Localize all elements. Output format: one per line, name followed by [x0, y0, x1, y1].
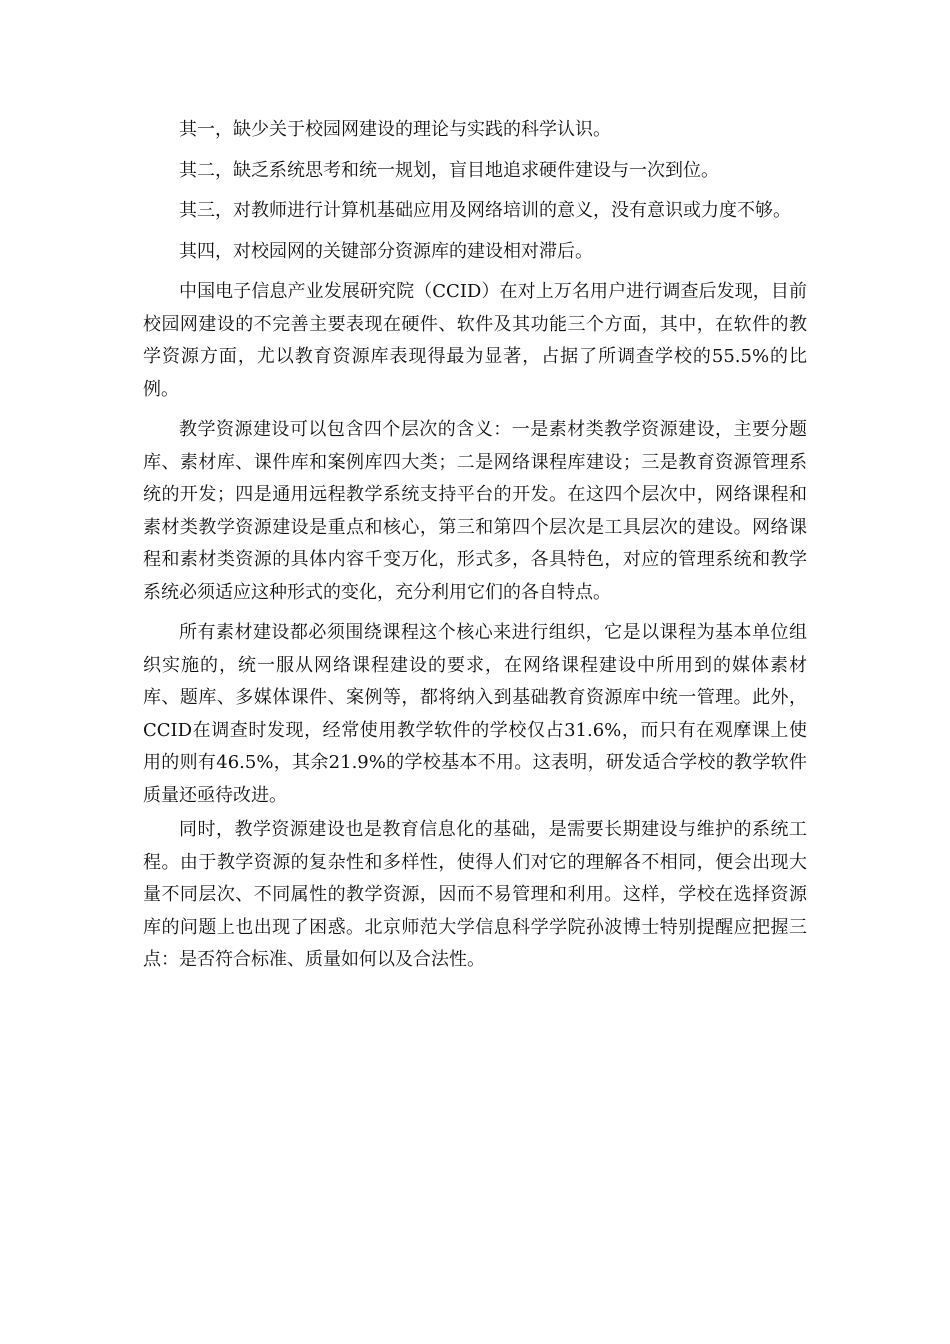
paragraph-resource-levels: 教学资源建设可以包含四个层次的含义：一是素材类教学资源建设，主要分题库、素材库、课件库和案例库四大类；二是网络课程库建设；三是教育资源管理系统的开发；四是通用远程教学系统支持平台的开发。在这四个层次中，网络课程和素材类教学资源建设是重点和核心，第三和第四个层次是工具层次的建设。网络课程和素材类资源的具体内容千变万化，形式多，各具特色，对应的管理系统和教学系统必须适应这种形式的变化，充分利用它们的各自特点。 — [143, 419, 807, 603]
document-body — [143, 114, 807, 985]
paragraph-ccid-survey: 中国电子信息产业发展研究院（CCID）在对上万名用户进行调查后发现，目前校园网建设的不完善主要表现在硬件、软件及其功能三个方面，其中，在软件的教学资源方面，尤以教育资源库表现得最为显著，占据了所调查学校的55.5%的比例。 — [143, 281, 807, 400]
point-item-2: 其二，缺乏系统思考和统一规划，盲目地追求硬件建设与一次到位。 — [179, 159, 719, 181]
point-item-1: 其一，缺少关于校园网建设的理论与实践的科学认识。 — [179, 119, 611, 140]
point-item-4: 其四，对校园网的关键部分资源库的建设相对滞后。 — [179, 240, 593, 262]
paragraph-information-foundation: 同时，教学资源建设也是教育信息化的基础，是需要长期建设与维护的系统工程。由于教学资源的复杂性和多样性，使得人们对它的理解各不相同，便会出现大量不同层次、不同属性的教学资源，因而不易管理和利用。这样，学校在选择资源库的问题上也出现了困惑。北京师范大学信息科学学院孙波博士特别提醒应把握三点：是否符合标准、质量如何以及合法性。 — [143, 819, 807, 970]
paragraph-material-construction: 所有素材建设都必须围绕课程这个核心来进行组织，它是以课程为基本单位组织实施的，统一服从网络课程建设的要求，在网络课程建设中所用到的媒体素材库、题库、多媒体课件、案例等，都将纳入到基础教育资源库中统一管理。此外，CCID在调查时发现，经常使用教学软件的学校仅占31.6%，而只有在观摩课上使用的则有46.5%，其余21.9%的学校基本不用。这表明，研发适合学校的教学软件质量还亟待改进。 — [143, 622, 807, 806]
point-item-3: 其三，对教师进行计算机基础应用及网络培训的意义，没有意识或力度不够。 — [179, 200, 791, 221]
